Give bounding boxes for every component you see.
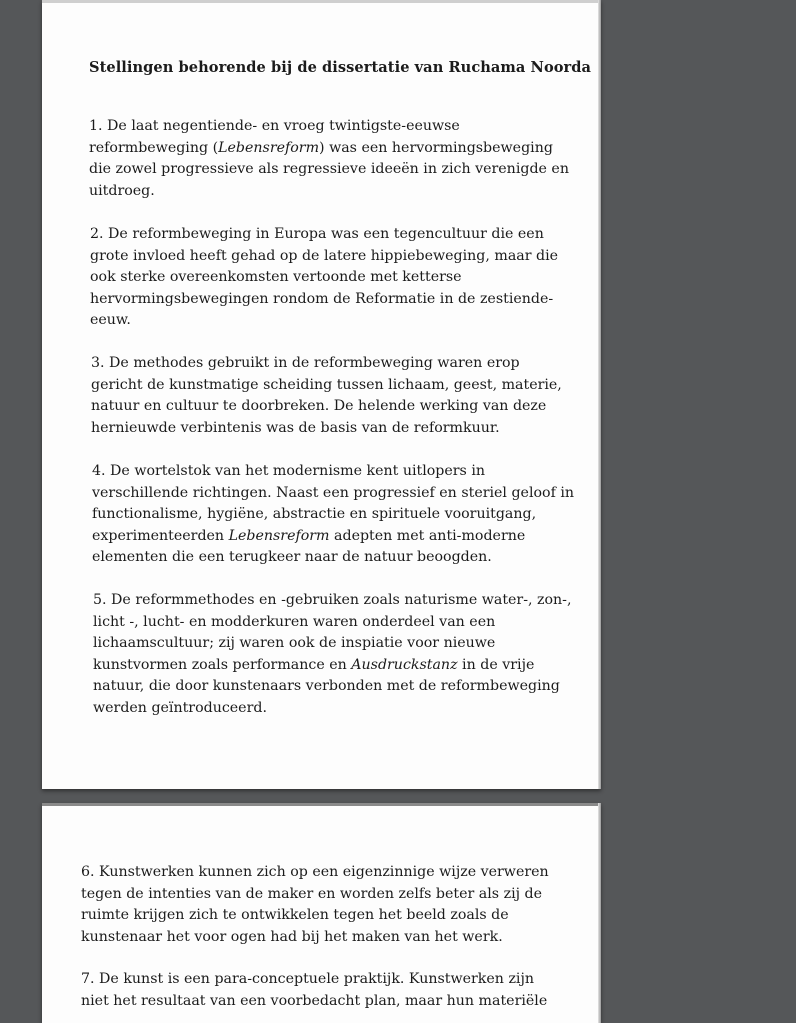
statement-line: tegen de intenties van de maker en worden zelfs beter als zij de	[81, 885, 542, 902]
statement-line: uitdroeg.	[89, 182, 155, 199]
statement-line: 3. De methodes gebruikt in de reformbeweging waren erop	[91, 355, 520, 371]
document-page-1	[42, 0, 601, 789]
statement-line: 7. De kunst is een para-conceptuele praktijk. Kunstwerken zijn	[81, 971, 534, 987]
statement-line: niet het resultaat van een voorbedacht plan, maar hun materiële	[81, 992, 548, 1009]
statement-line: licht -, lucht- en modderkuren waren onderdeel van een	[93, 613, 496, 630]
document-page-2	[42, 803, 601, 1023]
statement-2	[90, 224, 558, 332]
italic-term: Lebensreform	[228, 527, 330, 544]
statement-line: 4. De wortelstok van het modernisme kent uitlopers in	[92, 463, 486, 479]
statement-line: kunstenaar het voor ogen had bij het maken van het werk.	[81, 928, 503, 945]
statement-line: hervormingsbewegingen rondom de Reformatie in de zestiende-	[90, 290, 554, 307]
statement-3	[91, 353, 562, 439]
statement-line: gericht de kunstmatige scheiding tussen lichaam, geest, materie,	[91, 376, 562, 393]
statement-5	[93, 590, 571, 720]
statement-line: eeuw.	[90, 312, 131, 329]
statement-line: natuur en cultuur te doorbreken. De helende werking van deze	[91, 398, 547, 415]
statement-line: lichaamscultuur; zij waren ook de inspiatie voor nieuwe	[93, 635, 496, 652]
statement-line: elementen die een terugkeer naar de natuur beoogden.	[92, 549, 492, 566]
statement-line: werden geïntroduceerd.	[93, 699, 267, 716]
statement-line: ook sterke overeenkomsten vertoonde met ketterse	[90, 269, 462, 286]
statement-line: 1. De laat negentiende- en vroeg twintigste-eeuwse	[89, 118, 460, 134]
statement-7	[81, 969, 547, 1012]
statement-1	[89, 116, 569, 202]
statement-line: ruimte krijgen zich te ontwikkelen tegen het beeld zoals de	[81, 907, 509, 924]
statement-line: reformbeweging (Lebensreform) was een hervormingsbeweging	[89, 139, 553, 156]
statement-line: 2. De reformbeweging in Europa was een tegencultuur die een	[90, 226, 544, 242]
statement-line: experimenteerden Lebensreform adepten met anti-moderne	[92, 527, 526, 544]
statement-line: functionalisme, hygiëne, abstractie en spirituele vooruitgang,	[92, 506, 537, 523]
italic-term: Lebensreform	[218, 139, 320, 156]
statement-line: verschillende richtingen. Naast een progressief en steriel geloof in	[92, 484, 575, 501]
statement-6	[81, 862, 549, 948]
statement-line: natuur, die door kunstenaars verbonden met de reformbeweging	[93, 678, 560, 695]
statement-line: die zowel progressieve als regressieve ideeën in zich verenigde en	[89, 161, 569, 178]
page-title: Stellingen behorende bij de dissertatie van Ruchama Noorda	[89, 59, 592, 76]
statement-line: 6. Kunstwerken kunnen zich op een eigenzinnige wijze verweren	[81, 864, 549, 880]
statement-line: 5. De reformmethodes en -gebruiken zoals naturisme water-, zon-,	[93, 592, 572, 608]
statement-line: kunstvormen zoals performance en Ausdruckstanz in de vrije	[93, 656, 535, 673]
statement-4	[92, 461, 574, 569]
statement-line: hernieuwde verbintenis was de basis van de reformkuur.	[91, 419, 500, 436]
statement-line: grote invloed heeft gehad op de latere hippiebeweging, maar die	[90, 247, 559, 264]
italic-term: Ausdruckstanz	[351, 656, 458, 673]
